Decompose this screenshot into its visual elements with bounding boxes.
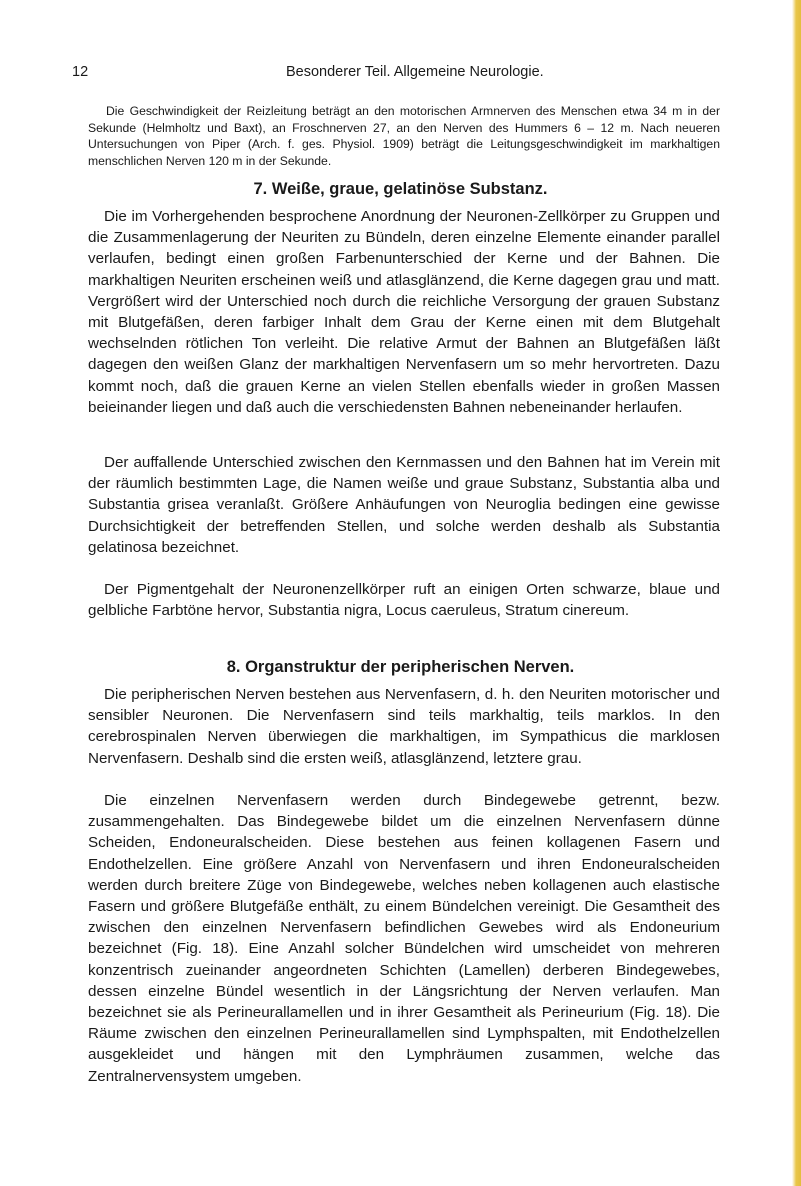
page-header — [72, 62, 712, 82]
section-7-paragraph-2: Der auffallende Unterschied zwischen den Kernmassen und den Bahnen hat im Verein mit der räumlich bestimmten Lage, die Namen weiße und graue Substanz, Substantia alba und Substantia grisea veranlaßt. Größere Anhäufungen von Neuroglia bedingen eine gewisse Durchsichtigkeit der betreffenden Stellen, und solche werden deshalb als Substantia gelatinosa bezeichnet. — [88, 454, 720, 556]
section-7-paragraph-1: Die im Vorhergehenden besprochene Anordnung der Neuronen-Zellkörper zu Gruppen und die Zusammenlagerung der Neuriten zu Bündeln, deren einzelne Elemente einander parallel verlaufen, bedingt einen großen Farbenunterschied der Kerne und der Bahnen. Die markhaltigen Neuriten erscheinen weiß und atlasglänzend, die Kerne dagegen grau und matt. Vergrößert wird der Unterschied noch durch die reichliche Versorgung der grauen Substanz mit Blutgefäßen, deren farbiger Inhalt dem Grau der Kerne einen mit dem Blutgehalt wechselnden rötlichen Ton verleiht. Die relative Armut der Bahnen an Blutgefäßen läßt dagegen den weißen Glanz der markhaltigen Nervenfasern um so mehr hervortreten. Dazu kommt noch, daß die grauen Kerne an vielen Stellen ebenfalls wieder in großen Massen beieinander liegen und daß auch die verschiedensten Bahnen nebeneinander herlaufen. — [88, 208, 720, 416]
running-title: Besonderer Teil. Allgemeine Neurologie. — [286, 64, 544, 80]
intro-note: Die Geschwindigkeit der Reizleitung beträgt an den motorischen Armnerven des Menschen etwa 34 m in der Sekunde (Helmholtz und Baxt), an Froschnerven 27, an den Nerven des Hummers 6 – 12 m. Nach neueren Untersuchungen von Piper (Arch. f. ges. Physiol. 1909) beträgt die Leitungsgeschwindigkeit im markhaltigen menschlichen Nerven 120 m in der Sekunde. — [88, 104, 720, 168]
page-edge — [792, 0, 801, 1186]
section-7-paragraph-3: Der Pigmentgehalt der Neuronenzellkörper ruft an einigen Orten schwarze, blaue und gelbliche Farbtöne hervor, Substantia nigra, Locus caeruleus, Stratum cinereum. — [88, 581, 720, 620]
section-8-paragraph-1: Die peripherischen Nerven bestehen aus Nervenfasern, d. h. den Neuriten motorischer und sensibler Neuronen. Die Nervenfasern sind teils markhaltig, teils marklos. In den cerebrospinalen Nerven überwiegen die markhaltigen, im Sympathicus die marklosen Nervenfasern. Deshalb sind die ersten weiß, atlasglänzend, letztere grau. — [88, 686, 720, 767]
section-8-heading: 8. Organstruktur der peripherischen Nerven. — [226, 658, 575, 676]
page-number: 12 — [72, 64, 89, 80]
section-7-heading: 7. Weiße, graue, gelatinöse Substanz. — [253, 180, 548, 198]
section-8-paragraph-2: Die einzelnen Nervenfasern werden durch Bindegewebe getrennt, bezw. zusammengehalten. Das Bindegewebe bildet um die einzelnen Nervenfasern dünne Scheiden, Endoneuralscheiden. Diese bestehen aus feinen kollagenen Fasern und Endothelzellen. Eine größere Anzahl von Nervenfasern und ihren Endoneuralscheiden werden durch breitere Züge von Bindegewebe, welches neben kollagenen auch elastische Fasern und größere Blutgefäße enthält, zu einem Bündelchen vereinigt. Die Gesamtheit des zwischen den einzelnen Nervenfasern befindlichen Gewebes wird als Endoneurium bezeichnet (Fig. 18). Eine Anzahl solcher Bündelchen wird umscheidet von mehreren konzentrisch zueinander angeordneten Schichten (Lamellen) derberen Bindegewebes, dessen einzelne Bündel wesentlich in der Längsrichtung der Nerven verlaufen. Man bezeichnet sie als Perineurallamellen und in ihrer Gesamtheit als Perineurium (Fig. 18). Die Räume zwischen den einzelnen Perineurallamellen sind Lymphspalten, mit Endothelzellen ausgekleidet und hängen mit den Lymphräumen zusammen, welche das Zentralnervensystem umgeben. — [88, 792, 720, 1085]
